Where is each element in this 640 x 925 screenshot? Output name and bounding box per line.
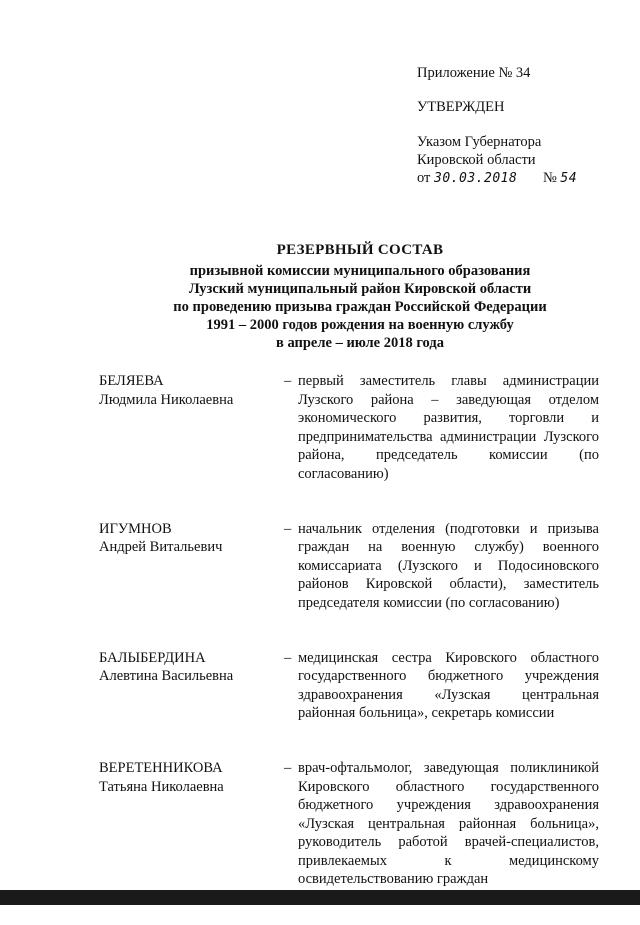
title-subline: Лузский муниципальный район Кировской области <box>188 281 532 297</box>
member-person <box>99 759 284 889</box>
member-dash: – <box>284 373 292 389</box>
member-surname: БЕЛЯЕВА <box>99 373 164 389</box>
date-prefix: от <box>417 170 431 186</box>
member-surname: ИГУМНОВ <box>99 520 172 537</box>
members-list <box>99 372 599 925</box>
member-dash: – <box>284 649 292 666</box>
member-role: медицинская сестра Кировского областного государственного бюджетного учреждения здравоохранения «Лузская центральная районная больница», секретарь комиссии <box>298 649 599 722</box>
document-title: РЕЗЕРВНЫЙ СОСТАВ <box>276 242 444 258</box>
member-entry <box>99 372 599 484</box>
member-surname: ВЕРЕТЕННИКОВА <box>99 759 223 776</box>
member-person <box>99 649 284 723</box>
member-person <box>99 372 284 484</box>
decree-date-line <box>417 169 617 188</box>
title-subline: призывной комиссии муниципального образования <box>189 263 531 279</box>
handwritten-number: 54 <box>560 171 578 186</box>
member-dash: – <box>284 759 292 776</box>
member-role: врач-офтальмолог, заведующая поликлиникой Кировского областного государственного бюджетного учреждения здравоохранения «Лузская центральная районная больница», руководитель работой врачей-специалистов, привлекаемых к медицинскому освидетельствованию граждан <box>298 759 599 888</box>
approved-heading: УТВЕРЖДЕН <box>417 99 505 115</box>
title-subline: 1991 – 2000 годов рождения на военную службу <box>206 317 514 333</box>
member-role: первый заместитель главы администрации Лузского района – заведующая отделом экономического развития, торговли и предпринимательства администрации Лузского района, председатель комиссии (по согласованию) <box>298 373 599 482</box>
approval-stamp-block <box>417 64 617 188</box>
member-entry <box>99 649 599 723</box>
member-given-name: Татьяна Николаевна <box>99 778 224 795</box>
document-title-block <box>60 241 640 352</box>
scan-edge-bar <box>0 890 640 905</box>
member-given-name: Андрей Витальевич <box>99 539 223 556</box>
title-subline: по проведению призыва граждан Российской Федерации <box>173 299 547 315</box>
appendix-number: Приложение № 34 <box>417 65 531 81</box>
title-subline: в апреле – июле 2018 года <box>276 335 444 351</box>
member-given-name: Алевтина Васильевна <box>99 668 234 685</box>
member-person <box>99 520 284 613</box>
member-surname: БАЛЫБЕРДИНА <box>99 649 206 666</box>
member-role: начальник отделения (подготовки и призыва граждан на военную службу) военного комиссариата (Лузского и Подосиновского районов Кировской области), заместитель председателя комиссии (по согласованию) <box>298 520 599 611</box>
number-prefix: № <box>542 170 557 186</box>
member-given-name: Людмила Николаевна <box>99 391 234 408</box>
member-dash: – <box>284 520 292 537</box>
decree-line-1: Указом Губернатора <box>417 134 542 150</box>
member-entry <box>99 759 599 889</box>
member-entry <box>99 520 599 613</box>
decree-line-2: Кировской области <box>417 152 536 168</box>
handwritten-date: 30.03.2018 <box>434 171 518 186</box>
